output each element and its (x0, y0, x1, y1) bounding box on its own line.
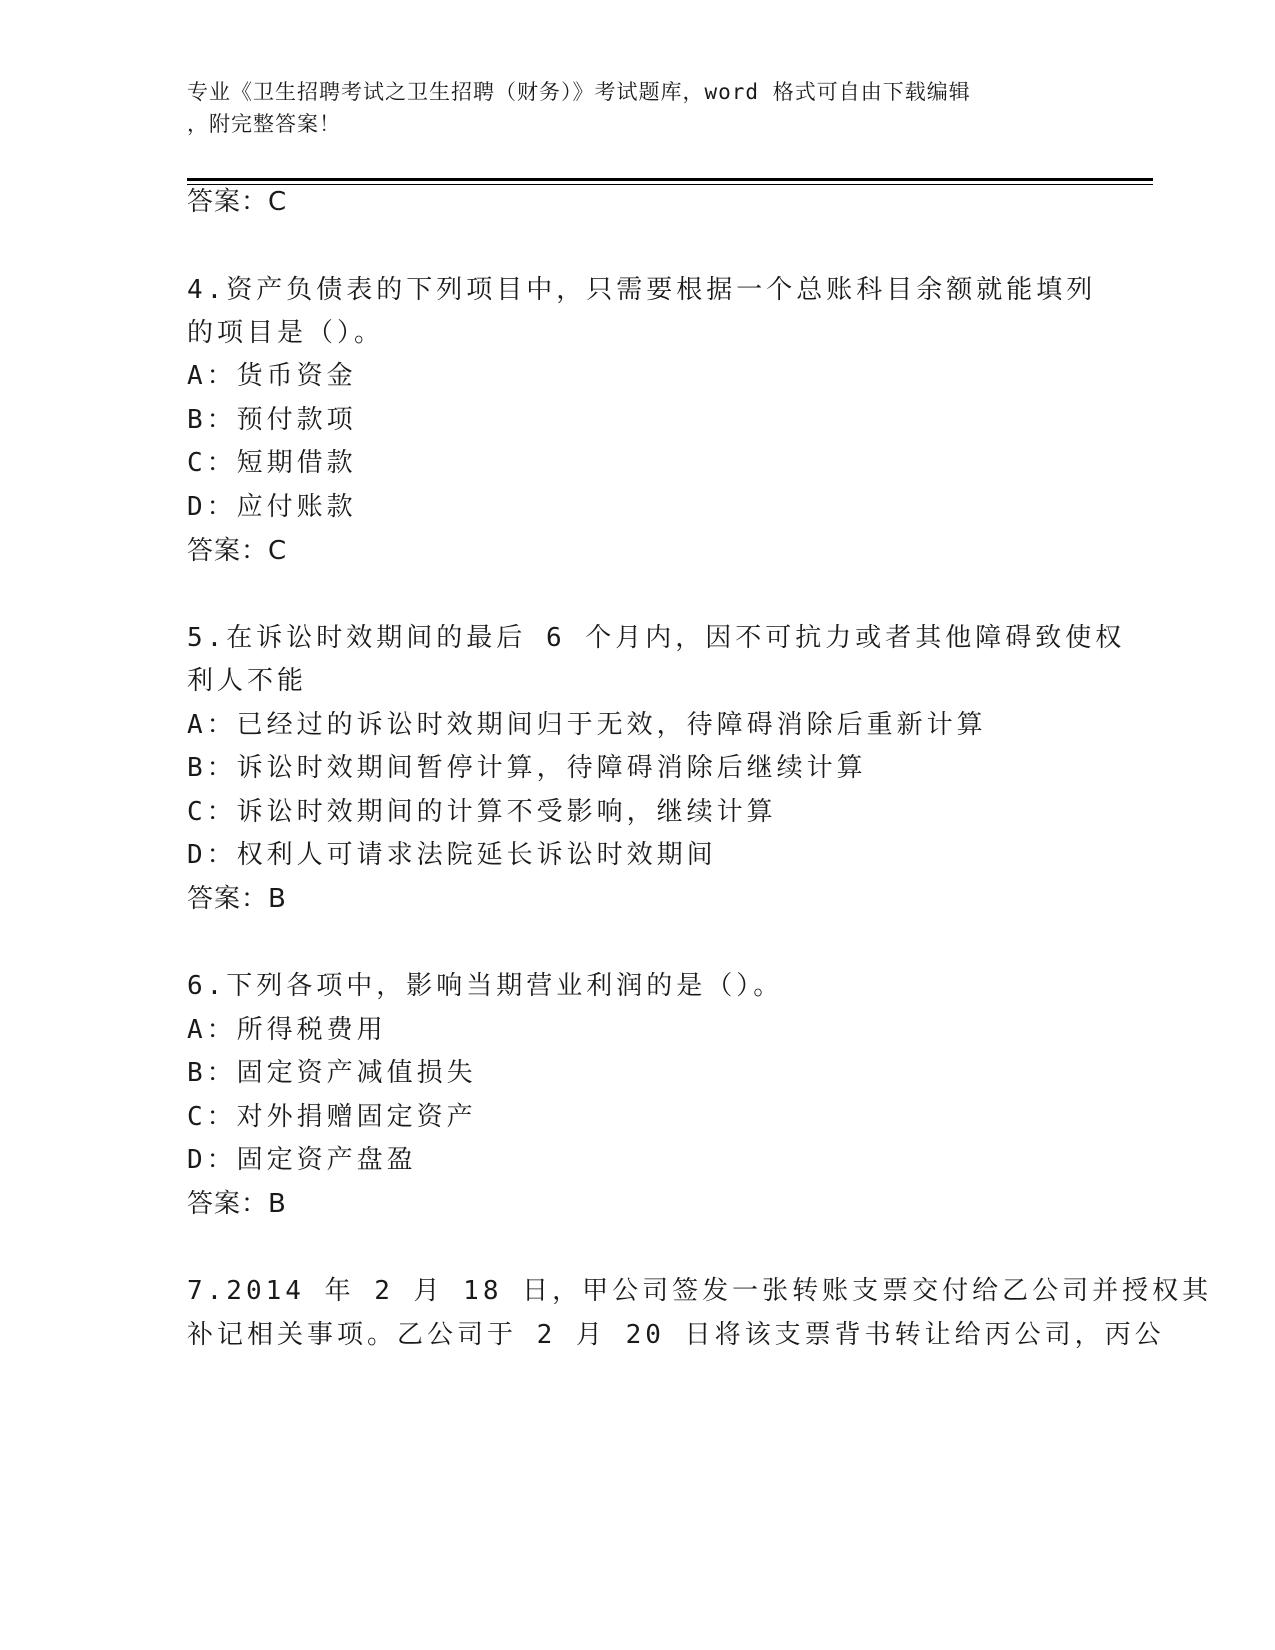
question-4-stem-line-1: 4.资产负债表的下列项目中，只需要根据一个总账科目余额就能填列 (187, 275, 1097, 305)
question-6-option-b: B：固定资产减值损失 (187, 1058, 477, 1088)
question-6-option-a: A：所得税费用 (187, 1015, 387, 1045)
question-7-stem-line-1: 7.2014 年 2 月 18 日，甲公司签发一张转账支票交付给乙公司并授权其 (187, 1276, 1213, 1306)
question-5-stem-line-2: 利人不能 (187, 666, 308, 696)
question-7-stem-line-2: 补记相关事项。乙公司于 2 月 20 日将该支票背书转让给丙公司，丙公 (187, 1320, 1165, 1350)
document-header (187, 76, 1087, 140)
question-6-answer: 答案：B (187, 1189, 287, 1219)
question-4-stem-line-2: 的项目是（）。 (187, 318, 385, 348)
question-6-option-c: C：对外捐赠固定资产 (187, 1102, 477, 1132)
answer-previous: 答案：C (187, 187, 288, 217)
header-line-2: ，附完整答案！ (187, 112, 341, 136)
question-4-option-a: A：货币资金 (187, 361, 357, 391)
header-divider-thick (187, 178, 1153, 181)
question-5-option-d: D：权利人可请求法院延长诉讼时效期间 (187, 840, 717, 870)
question-5-option-b: B：诉讼时效期间暂停计算，待障碍消除后继续计算 (187, 753, 867, 783)
question-5-option-a: A：已经过的诉讼时效期间归于无效，待障碍消除后重新计算 (187, 710, 987, 740)
question-6-stem-line-1: 6.下列各项中，影响当期营业利润的是（）。 (187, 971, 784, 1001)
question-4-option-d: D：应付账款 (187, 492, 357, 522)
header-divider-thin (187, 184, 1153, 185)
question-4-option-b: B：预付款项 (187, 405, 357, 435)
header-line-1: 专业《卫生招聘考试之卫生招聘（财务）》考试题库，word 格式可自由下载编辑 (187, 80, 971, 104)
question-5-option-c: C：诉讼时效期间的计算不受影响，继续计算 (187, 797, 777, 827)
question-5-stem-line-1: 5.在诉讼时效期间的最后 6 个月内，因不可抗力或者其他障碍致使权 (187, 623, 1126, 653)
question-4-answer: 答案：C (187, 536, 288, 566)
question-4-option-c: C：短期借款 (187, 448, 357, 478)
question-5-answer: 答案：B (187, 884, 287, 914)
question-6-option-d: D：固定资产盘盈 (187, 1145, 417, 1175)
